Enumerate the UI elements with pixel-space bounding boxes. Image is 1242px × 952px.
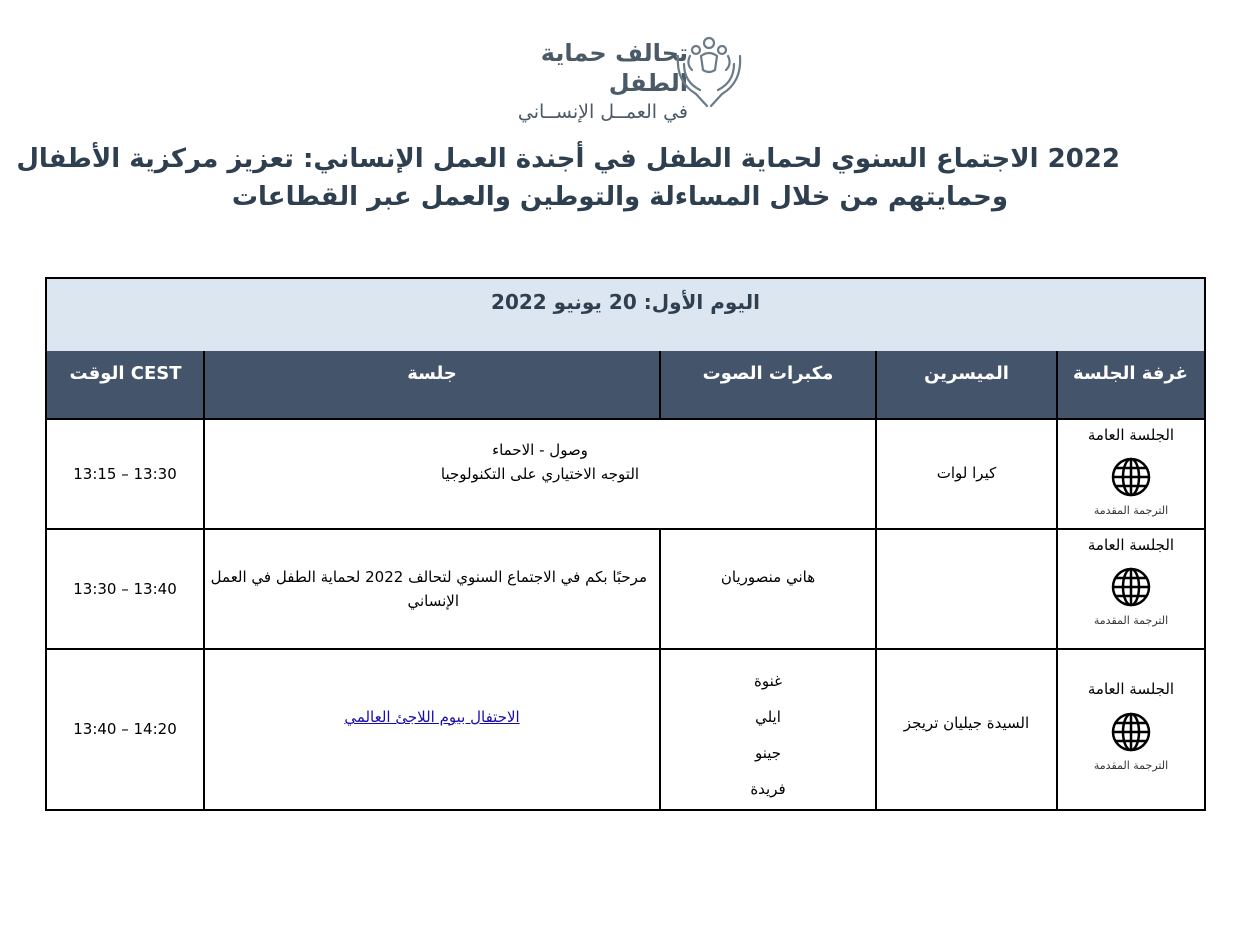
time-range: 13:40 – 14:20 xyxy=(73,720,177,738)
schedule-table xyxy=(45,277,1206,811)
room-name: الجلسة العامة xyxy=(1087,426,1175,444)
interpretation-note: الترجمة المقدمة xyxy=(1093,614,1169,627)
title-line-1: 2022 الاجتماع السنوي لحماية الطفل في أجندة العمل الإنساني: تعزيز مركزية الأطفال xyxy=(16,144,1120,174)
row1-moderator-cell xyxy=(877,420,1056,528)
header-speakers: مكبرات الصوت xyxy=(660,351,876,420)
header-room: غرفة الجلسة xyxy=(1057,351,1204,420)
row2-time-cell xyxy=(47,530,203,648)
row3-room-cell xyxy=(1058,650,1204,811)
globe-icon xyxy=(1110,456,1152,498)
session-line: التوجه الاختياري على التكنولوجيا xyxy=(440,465,640,483)
speaker-name: جينو xyxy=(754,744,782,762)
row3-moderator-cell xyxy=(877,650,1056,811)
header-time-label: CEST الوقت xyxy=(69,363,182,384)
header-session: جلسة xyxy=(204,351,660,420)
row2-speakers-cell xyxy=(661,530,875,648)
room-name: الجلسة العامة xyxy=(1087,536,1175,554)
row1-session-cell xyxy=(205,420,875,528)
speaker-name: ايلي xyxy=(755,708,781,726)
document-title xyxy=(16,140,1120,216)
logo xyxy=(488,34,750,123)
row1-time-cell xyxy=(47,420,203,528)
interpretation-note: الترجمة المقدمة xyxy=(1093,759,1169,772)
header-moderators: الميسرين xyxy=(876,351,1057,420)
logo-name-line1: تحالف حماية الطفل xyxy=(540,39,688,97)
time-range: 13:30 – 13:40 xyxy=(73,580,177,598)
speaker-name: فريدة xyxy=(750,780,786,798)
row2-moderator-cell xyxy=(877,530,1056,648)
row3-speakers-cell xyxy=(661,650,875,811)
session-line: وصول - الاحماء xyxy=(492,441,588,459)
room-name: الجلسة العامة xyxy=(1087,680,1175,698)
title-line-2: وحمايتهم من خلال المساءلة والتوطين والعمل عبر القطاعات xyxy=(231,182,1009,212)
logo-name-line2: في العمــل الإنســاني xyxy=(517,101,688,123)
globe-icon xyxy=(1110,711,1152,753)
session-line: مرحبًا بكم في الاجتماع السنوي لتحالف 2022 لحماية الطفل في العمل xyxy=(210,568,647,586)
child-protection-hands-icon xyxy=(674,34,744,112)
day-label: اليوم الأول: 20 يونيو 2022 xyxy=(491,290,760,314)
row2-room-cell xyxy=(1058,530,1204,648)
time-range: 13:15 – 13:30 xyxy=(73,465,177,483)
speaker-name: هاني منصوريان xyxy=(720,568,816,586)
row3-time-cell xyxy=(47,650,203,811)
day-banner xyxy=(47,279,1204,353)
row3-session-cell xyxy=(205,650,659,811)
row1-room-cell xyxy=(1058,420,1204,528)
row2-session-cell xyxy=(205,530,659,648)
speaker-name: غنوة xyxy=(754,672,782,690)
moderator-name: السيدة جيليان تريجز xyxy=(903,714,1030,732)
column-divider xyxy=(659,351,661,420)
header-time xyxy=(47,351,204,420)
logo-wordmark xyxy=(488,38,688,126)
session-link[interactable]: الاحتفال بيوم اللاجئ العالمي xyxy=(344,708,520,726)
session-line: الإنساني xyxy=(407,592,459,610)
globe-icon xyxy=(1110,566,1152,608)
interpretation-note: الترجمة المقدمة xyxy=(1093,504,1169,517)
moderator-name: كيرا لوات xyxy=(936,464,997,482)
